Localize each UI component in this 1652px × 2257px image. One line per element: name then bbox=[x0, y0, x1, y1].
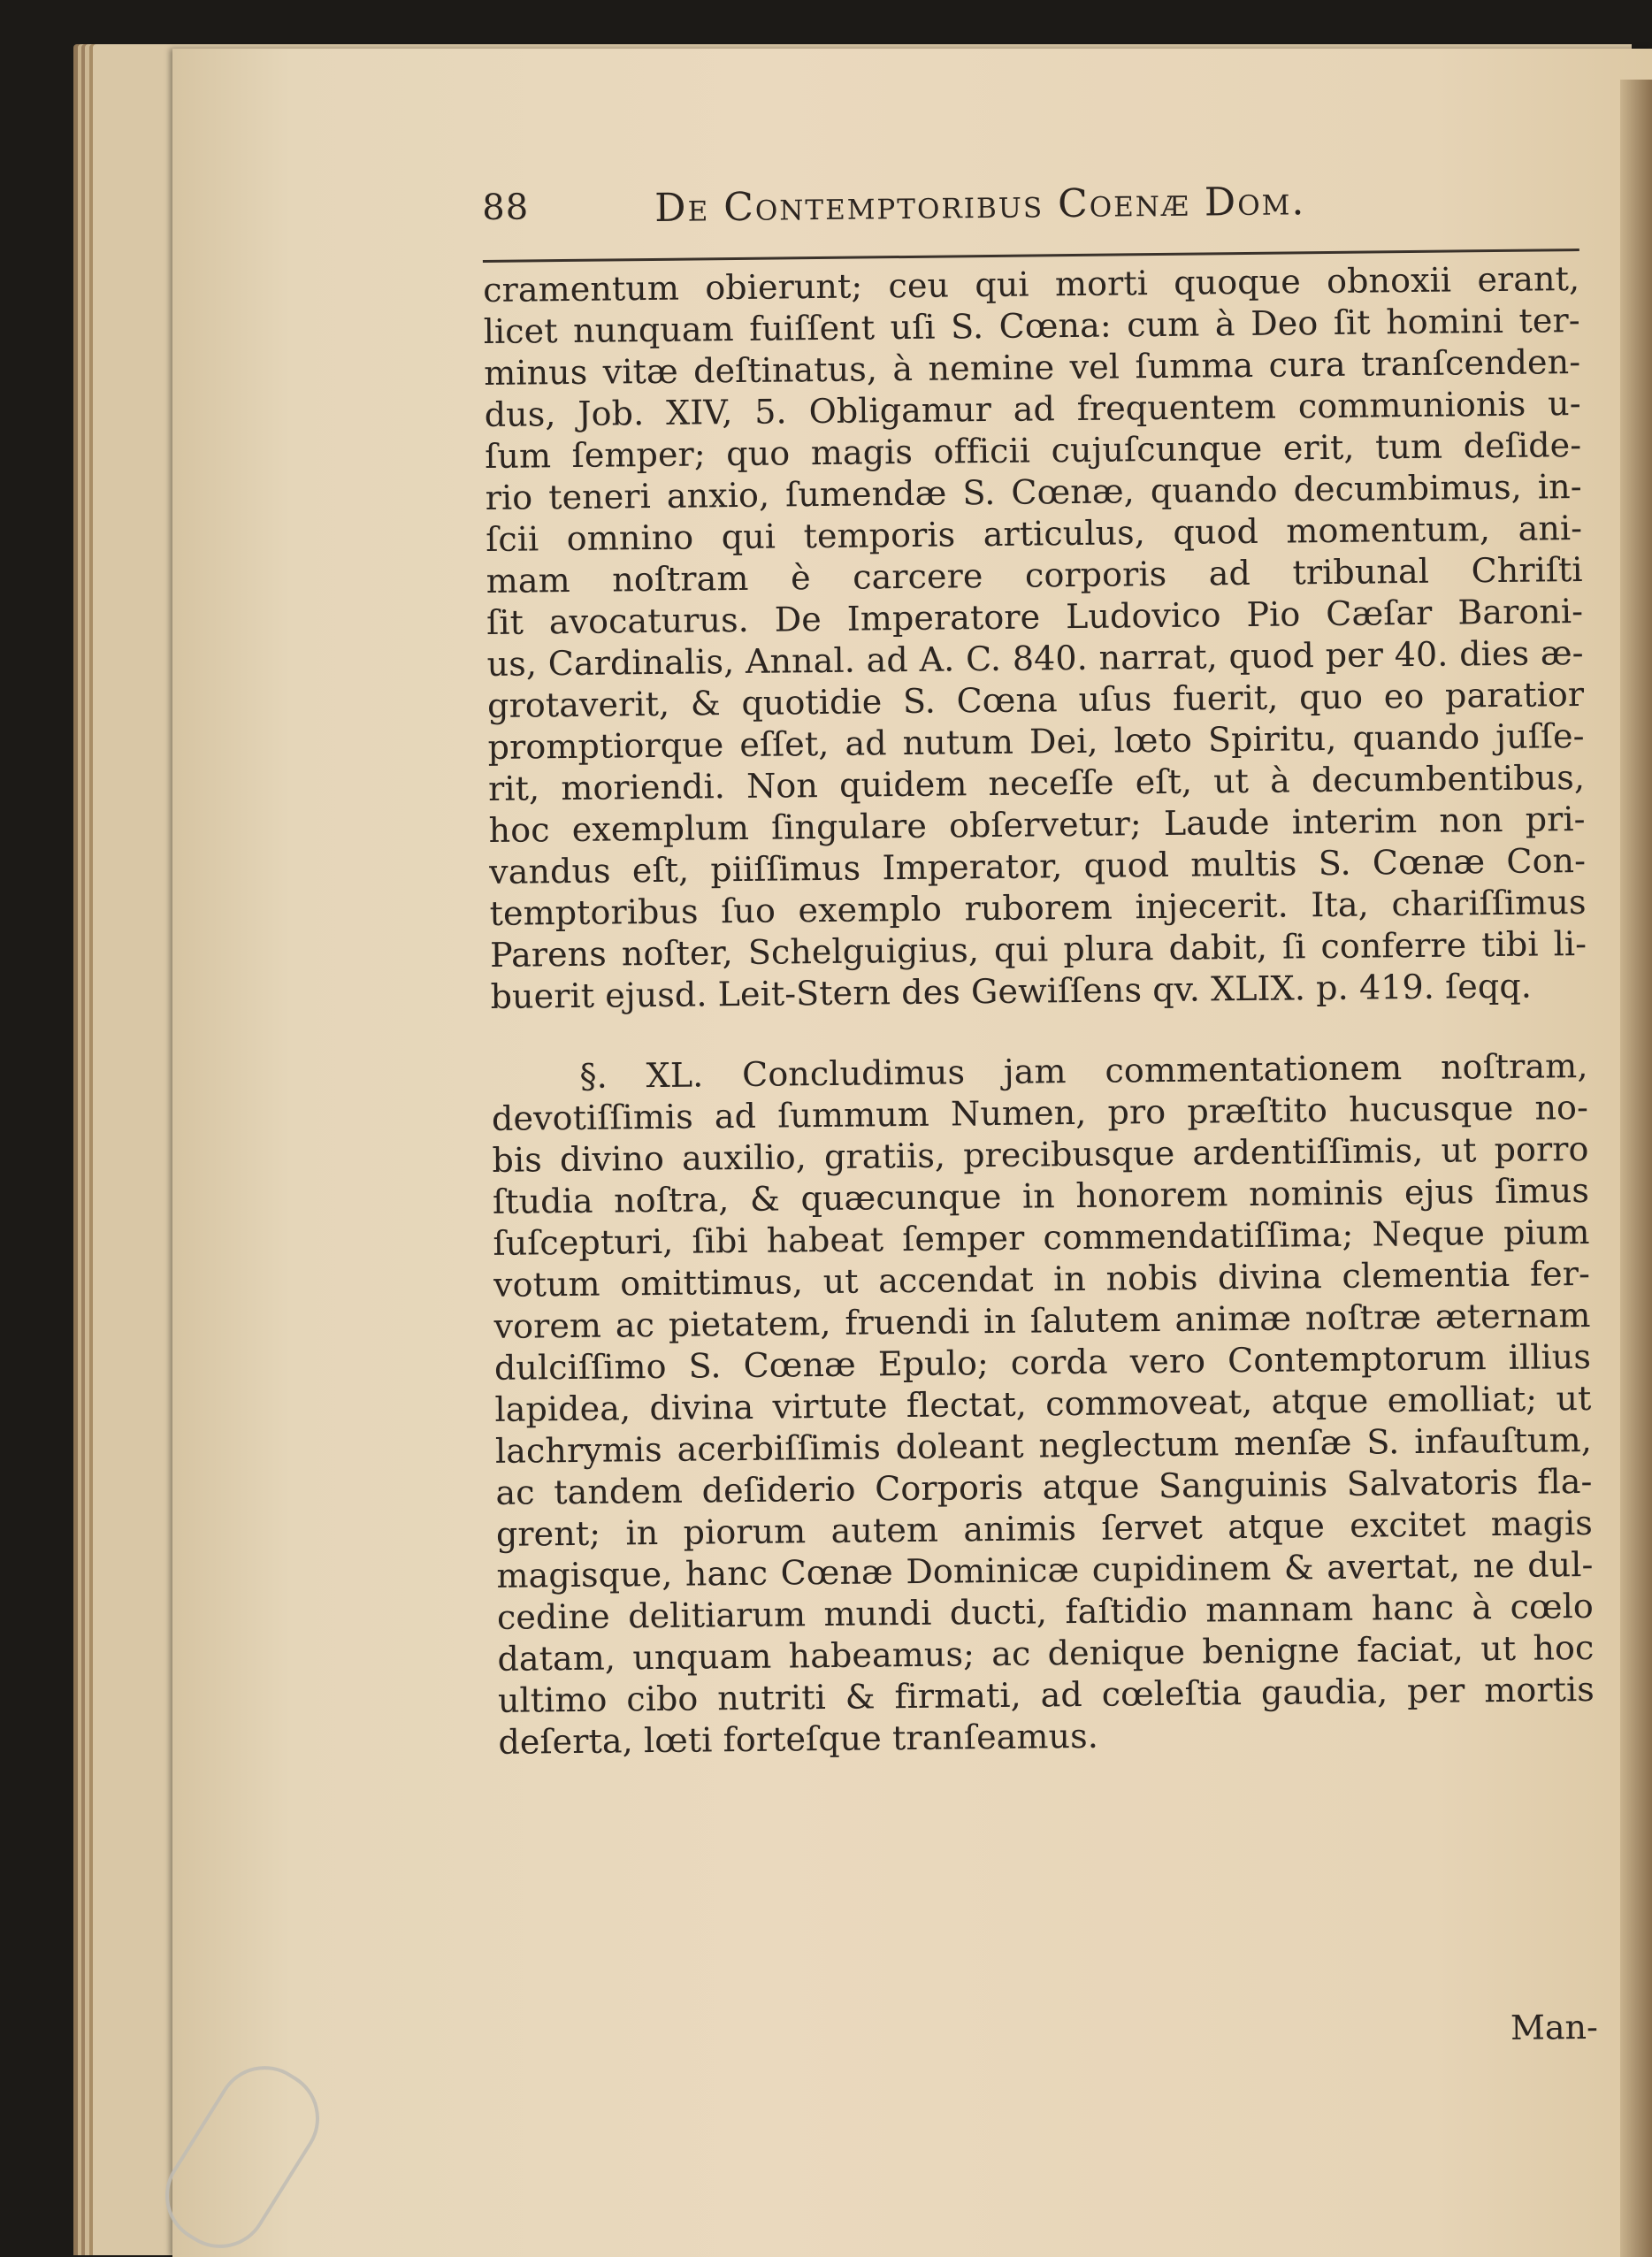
text-line: ſtudia noſtra, & quæcunque in honorem nominis ejus ſimus bbox=[492, 1170, 1590, 1221]
text-line: rit, moriendi. Non quidem neceſſe eſt, ut à decumbentibus, bbox=[487, 757, 1586, 808]
text-line: lapidea, divina virtute flectat, commoveat, atque emolliat; ut bbox=[494, 1378, 1592, 1429]
facing-page-edge bbox=[1620, 80, 1652, 2257]
text-line: minus vitæ deſtinatus, à nemine vel ſumma cura tranſcenden- bbox=[483, 342, 1581, 393]
text-line: lachrymis acerbiſſimis doleant neglectum menſæ S. infauſtum, bbox=[494, 1419, 1593, 1471]
text-line: ultimo cibo nutriti & firmati, ad cœleſtia gaudia, per mortis bbox=[497, 1669, 1595, 1720]
text-line: ſcii omnino qui temporis articulus, quod momentum, ani- bbox=[485, 508, 1583, 559]
text-line: us, Cardinalis, Annal. ad A. C. 840. narrat, quod per 40. dies æ- bbox=[486, 632, 1584, 684]
body-text bbox=[483, 258, 1595, 1764]
text-line: cedine delitiarum mundi ducti, faſtidio mannam hanc à cœlo bbox=[496, 1586, 1595, 1637]
text-line: Parens noſter, Schelguigius, qui plura dabit, ſi conferre tibi li- bbox=[489, 923, 1587, 975]
page-header bbox=[482, 174, 1579, 239]
text-line: ſit avocaturus. De Imperatore Ludovico Pio Cæſar Baroni- bbox=[486, 591, 1584, 642]
text-line: bis divino auxilio, gratiis, precibusque ardentiſſimis, ut porro bbox=[492, 1128, 1589, 1180]
printed-text bbox=[482, 174, 1599, 2176]
text-line: grotaverit, & quotidie S. Cœna uſus fuerit, quo eo paratior bbox=[486, 674, 1585, 725]
text-line: temptoribus ſuo exemplo ruborem injecerit. Ita, chariſſimus bbox=[489, 882, 1587, 933]
text-line: hoc exemplum ſingulare obſervetur; Laude interim non pri- bbox=[488, 799, 1586, 850]
running-head: De Contemptoribus Coenæ Dom. bbox=[654, 179, 1306, 231]
text-line: vorem ac pietatem, fruendi in ſalutem animæ noſtræ æternam bbox=[493, 1295, 1591, 1346]
catchword: Man- bbox=[1510, 2007, 1599, 2047]
text-line: rio teneri anxio, ſumendæ S. Cœnæ, quando decumbimus, in- bbox=[485, 466, 1582, 517]
text-line: magisque, hanc Cœnæ Dominicæ cupidinem & avertat, ne dul- bbox=[496, 1544, 1594, 1595]
text-line: grent; in piorum autem animis ſervet atque excitet magis bbox=[495, 1503, 1594, 1554]
page-number: 88 bbox=[482, 187, 530, 228]
text-line: ſum ſemper; quo magis officii cujuſcunque erit, tum deſide- bbox=[484, 425, 1582, 476]
text-line: dulciſſimo S. Cœnæ Epulo; corda vero Contemptorum illius bbox=[493, 1336, 1592, 1388]
section-heading-line: §. XL. Concludimus jam commentationem noſtram, bbox=[579, 1045, 1588, 1096]
text-line: ac tandem deſiderio Corporis atque Sanguinis Salvatoris fla- bbox=[495, 1461, 1593, 1512]
text-line: buerit ejusd. Leit-Stern des Gewiſſens qv. XLIX. p. 419. ſeqq. bbox=[490, 966, 1533, 1016]
text-line: cramentum obierunt; ceu qui morti quoque obnoxii erant, bbox=[483, 259, 1580, 310]
text-line: datam, unquam habeamus; ac denique benigne faciat, ut hoc bbox=[497, 1627, 1595, 1679]
text-line: devotiſſimis ad ſummum Numen, pro præſtito hucusque no- bbox=[491, 1087, 1589, 1138]
text-line: dus, Job. XIV, 5. Obligamur ad frequentem communionis u- bbox=[484, 384, 1581, 434]
text-line: vandus eſt, piiſſimus Imperator, quod multis S. Cœnæ Con- bbox=[488, 840, 1587, 891]
text-line: promptiorque eſſet, ad nutum Dei, lœto Spiritu, quando juſſe- bbox=[487, 715, 1585, 767]
text-line: deſerta, lœti forteſque tranſeamus. bbox=[498, 1716, 1099, 1762]
text-line: mam noſtram è carcere corporis ad tribunal Chriſti bbox=[486, 549, 1583, 601]
text-line: ſuſcepturi, ſibi habeat ſemper commendatiſſima; Neque pium bbox=[493, 1212, 1590, 1263]
text-line: votum omittimus, ut accendat in nobis divina clementia fer- bbox=[493, 1253, 1591, 1304]
text-line: licet nunquam fuiſſent uſi S. Cœna: cum à Deo ſit homini ter- bbox=[483, 301, 1580, 351]
